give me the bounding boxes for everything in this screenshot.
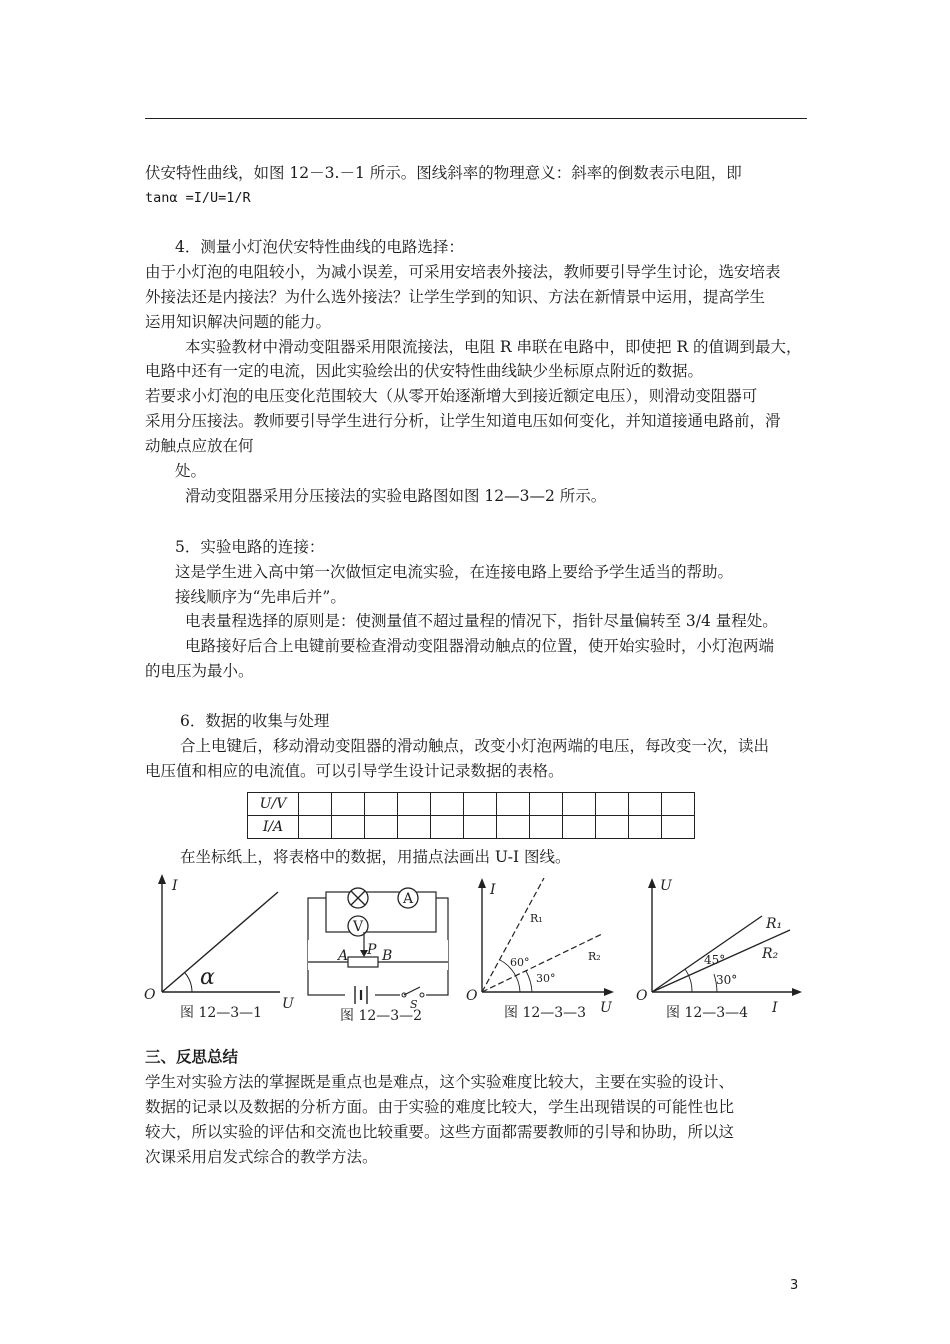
figure-caption: 图 12—3—3 xyxy=(504,1005,587,1021)
section-6-title: 6．数据的收集与处理 xyxy=(180,712,330,730)
origin-label: O xyxy=(466,988,478,1004)
switch-label: S xyxy=(410,998,418,1011)
x-axis-label: I xyxy=(772,1000,778,1016)
figure-12-3-3 xyxy=(462,872,622,1027)
figure-caption: 图 12—3—1 xyxy=(180,1005,263,1021)
formula-line: tanα =I/U=1/R xyxy=(145,190,251,206)
figure-12-3-1 xyxy=(140,872,294,1027)
origin-label: O xyxy=(636,988,648,1004)
para-line: 较大，所以实验的评估和交流也比较重要。这些方面都需要教师的引导和协助，所以这 xyxy=(145,1123,735,1141)
para-line: 数据的记录以及数据的分析方面。由于实验的难度比较大，学生出现错误的可能性也比 xyxy=(145,1098,735,1116)
figure-12-3-2 xyxy=(300,880,460,1030)
para-line: 电压值和相应的电流值。可以引导学生设计记录数据的表格。 xyxy=(145,762,564,780)
figure-caption: 图 12—3—2 xyxy=(340,1008,423,1024)
para-line: 若要求小灯泡的电压变化范围较大（从零开始逐渐增大到接近额定电压），则滑动变阻器可 xyxy=(145,387,758,405)
x-axis-label: U xyxy=(600,1000,612,1016)
para-line: 合上电键后，移动滑动变阻器的滑动触点，改变小灯泡两端的电压，每改变一次，读出 xyxy=(180,737,770,755)
para-line: 运用知识解决问题的能力。 xyxy=(145,313,332,331)
para-line: 动触点应放在何 xyxy=(145,437,254,455)
para-line: 伏安特性曲线，如图 12－3.－1 所示。图线斜率的物理意义：斜率的倒数表示电阻，即 xyxy=(145,164,742,182)
point-a-label: A xyxy=(338,948,349,964)
table-row xyxy=(248,816,695,839)
para-line: 这是学生进入高中第一次做恒定电流实验，在连接电路上要给予学生适当的帮助。 xyxy=(175,563,734,581)
table-header-cell: U/V xyxy=(248,793,299,816)
section-3-title: 三、反思总结 xyxy=(145,1048,239,1066)
para-line: 电路中还有一定的电流，因此实验绘出的伏安特性曲线缺少坐标原点附近的数据。 xyxy=(145,362,704,380)
para-line: 滑动变阻器采用分压接法的实验电路图如图 12—3—2 所示。 xyxy=(185,487,607,505)
para-line: 本实验教材中滑动变阻器采用限流接法，电阻 R 串联在电路中，即使把 R 的值调到最大， xyxy=(185,338,802,356)
point-p-label: P xyxy=(367,942,377,958)
para-line: 学生对实验方法的掌握既是重点也是难点，这个实验难度比较大，主要在实验的设计、 xyxy=(145,1073,735,1091)
section-5-title: 5．实验电路的连接： xyxy=(175,538,325,556)
angle-label: α xyxy=(200,965,215,990)
y-axis-label: U xyxy=(660,878,672,894)
data-record-table xyxy=(247,792,695,839)
origin-label: O xyxy=(144,987,156,1003)
figure-12-3-4 xyxy=(632,872,807,1027)
para-line: 处。 xyxy=(175,462,207,480)
x-axis-label: U xyxy=(282,996,294,1012)
table-row xyxy=(248,793,695,816)
para-line: 接线顺序为“先串后并”。 xyxy=(175,588,346,606)
angle-60-label: 60° xyxy=(510,956,530,969)
point-b-label: B xyxy=(382,948,393,964)
para-line: 采用分压接法。教师要引导学生进行分析，让学生知道电压如何变化，并知道接通电路前，滑 xyxy=(145,412,781,430)
ammeter-label: A xyxy=(403,891,414,907)
para-line: 次课采用启发式综合的教学方法。 xyxy=(145,1148,378,1166)
y-axis-label: I xyxy=(490,882,496,898)
figure-caption: 图 12—3—4 xyxy=(666,1005,749,1021)
y-axis-label: I xyxy=(172,878,178,894)
angle-30-label: 30° xyxy=(716,973,738,987)
r2-label: R₂ xyxy=(588,950,601,963)
voltmeter-label: V xyxy=(353,919,364,935)
para-line: 在坐标纸上，将表格中的数据，用描点法画出 U-I 图线。 xyxy=(180,848,571,866)
table-header-cell: I/A xyxy=(248,816,299,839)
r2-label: R₂ xyxy=(762,946,779,962)
r1-label: R₁ xyxy=(766,916,783,932)
section-4-title: 4．测量小灯泡伏安特性曲线的电路选择： xyxy=(175,238,464,256)
header-rule xyxy=(145,118,807,119)
r1-label: R₁ xyxy=(530,912,543,925)
para-line: 外接法还是内接法？为什么选外接法？让学生学到的知识、方法在新情景中运用，提高学生 xyxy=(145,288,766,306)
para-line: 电路接好后合上电键前要检查滑动变阻器滑动触点的位置，使开始实验时，小灯泡两端 xyxy=(185,637,775,655)
angle-30-label: 30° xyxy=(536,972,556,985)
para-line: 的电压为最小。 xyxy=(145,662,254,680)
para-line: 由于小灯泡的电阻较小，为减小误差，可采用安培表外接法，教师要引导学生讨论，选安培表 xyxy=(145,263,781,281)
para-line: 电表量程选择的原则是：使测量值不超过量程的情况下，指针尽量偏转至 3/4 量程处。 xyxy=(185,612,778,630)
angle-45-label: 45° xyxy=(704,953,726,967)
page-number: 3 xyxy=(790,1278,799,1293)
